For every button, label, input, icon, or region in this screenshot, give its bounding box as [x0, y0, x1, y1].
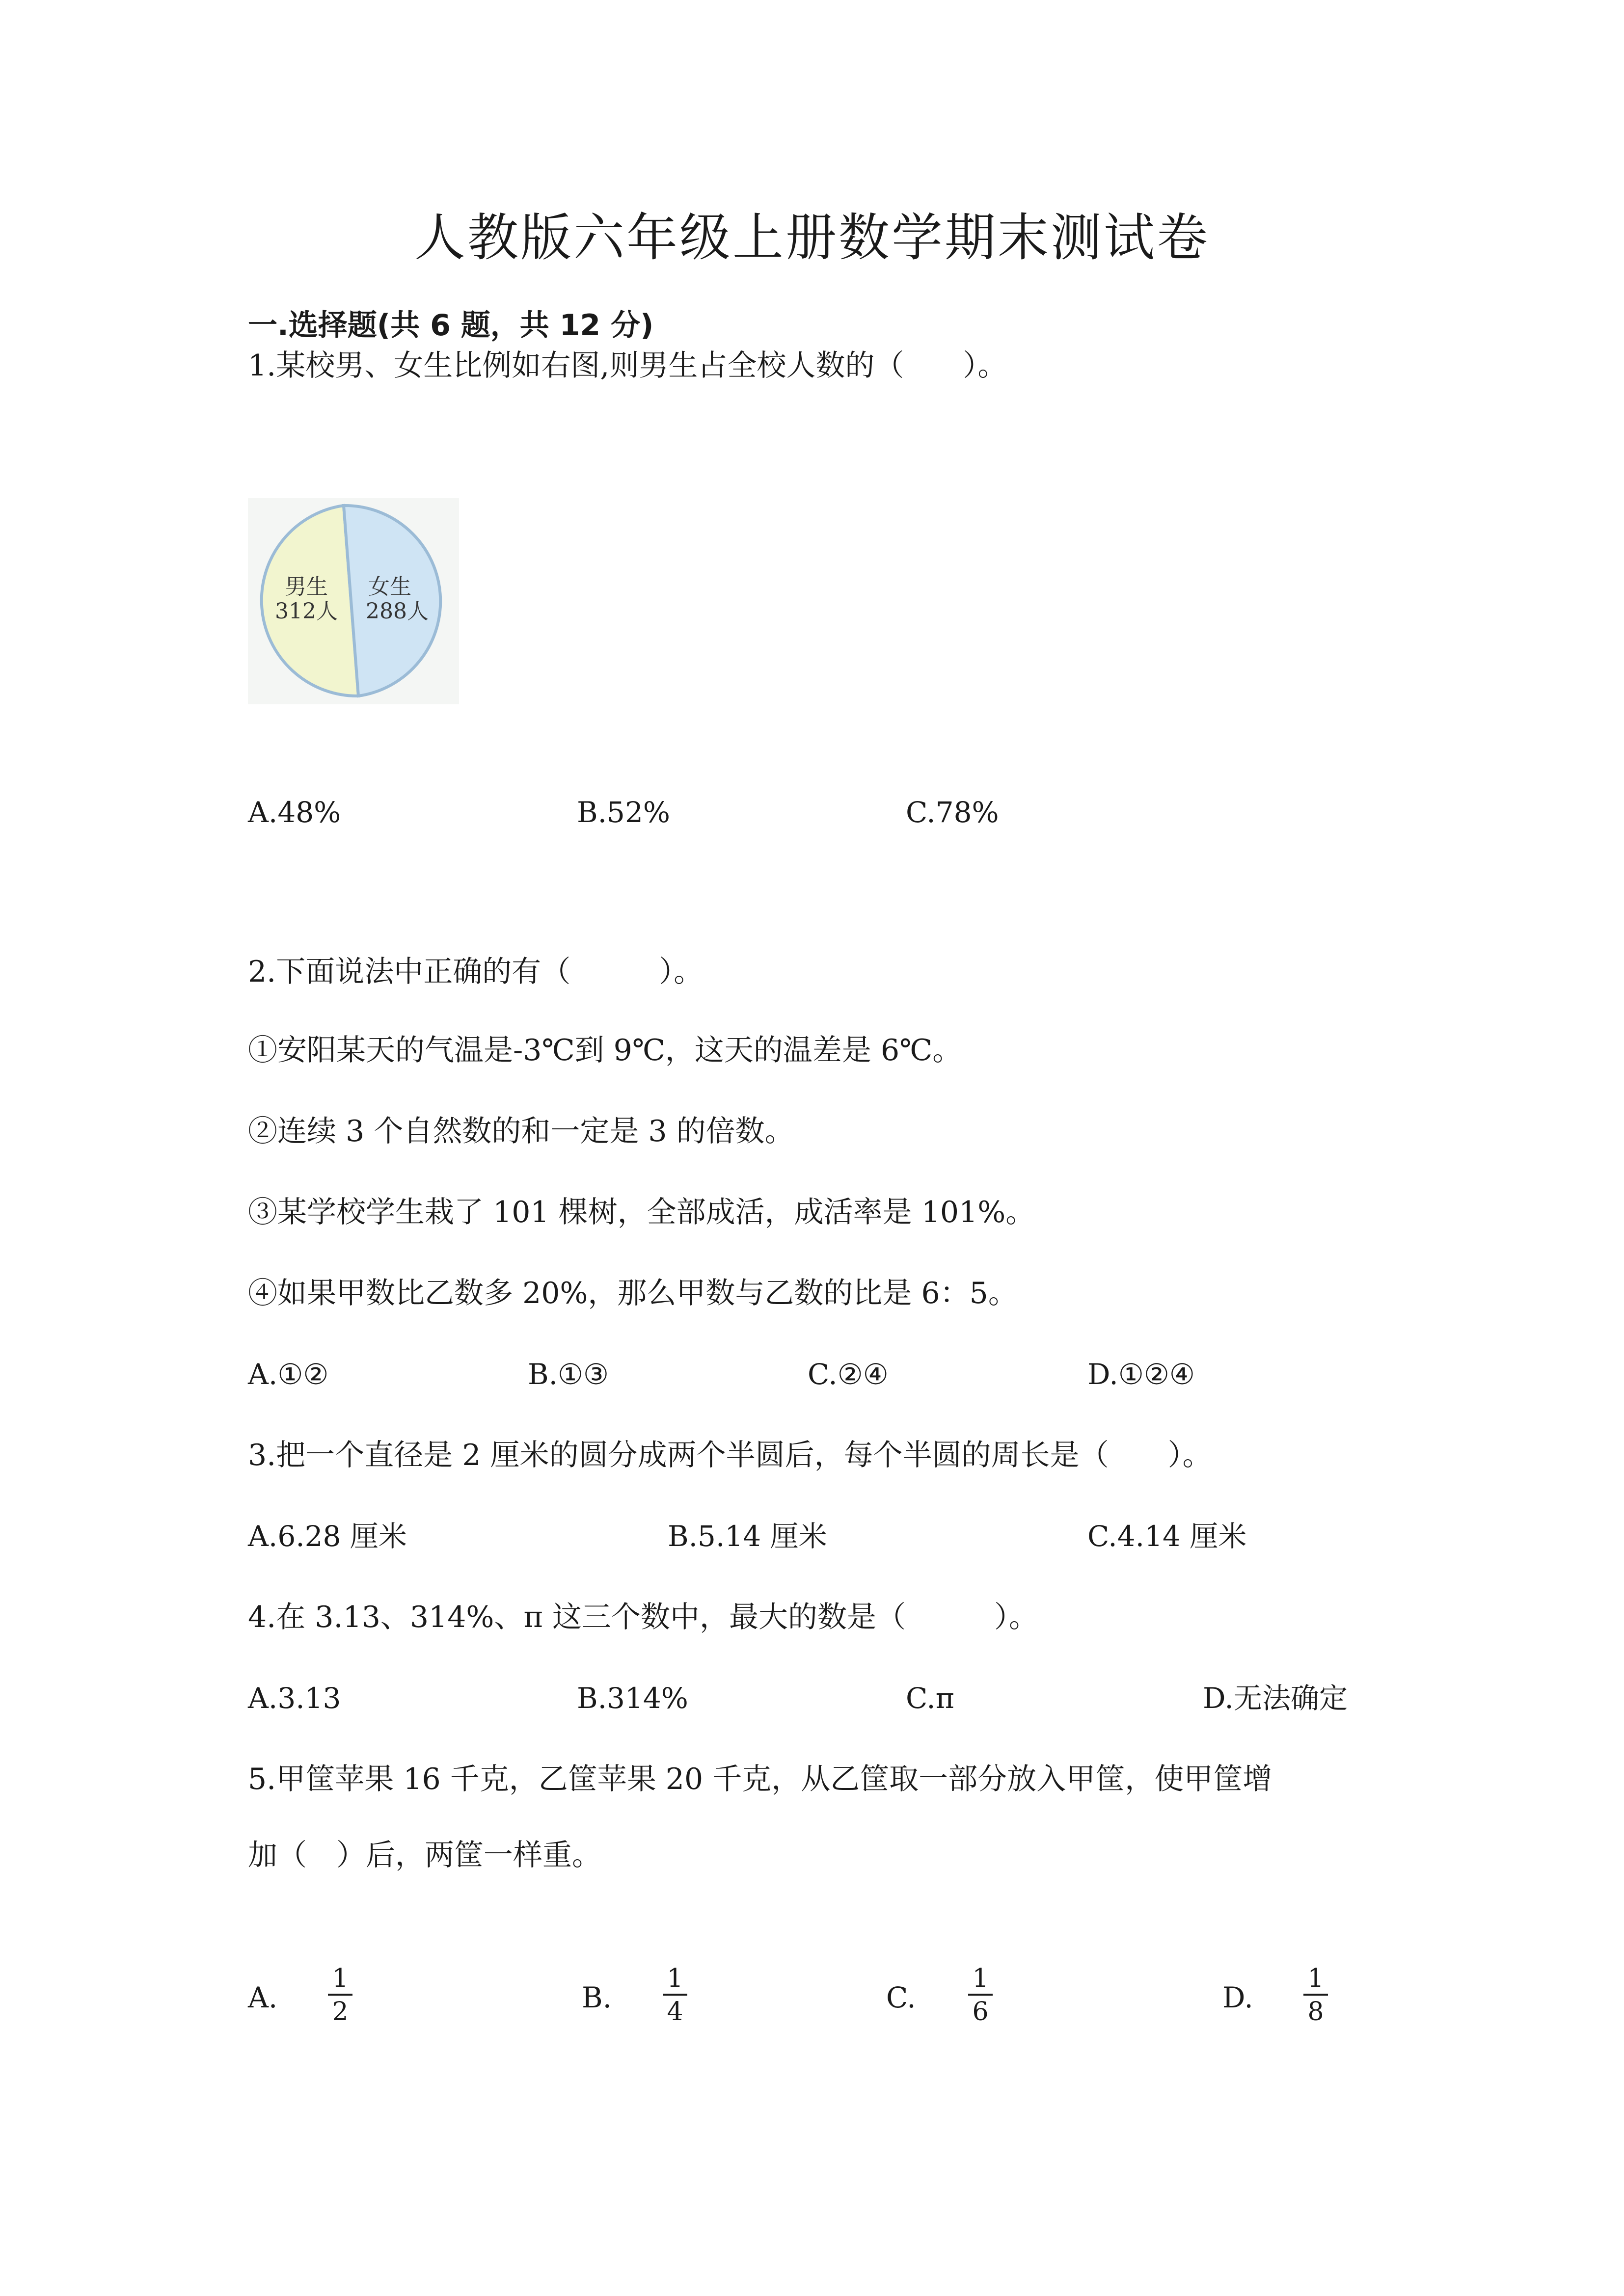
q3-option-b: B.5.14 厘米	[668, 1520, 827, 1553]
q1-option-c: C.78%	[906, 796, 999, 829]
fraction-denominator: 4	[667, 1997, 683, 2027]
question-3-stem: 3.把一个直径是 2 厘米的圆分成两个半圆后，每个半圆的周长是（ ）。	[248, 1438, 1212, 1472]
pie-label-boys: 男生	[285, 574, 328, 599]
q5-option-d-label: D.	[1222, 1981, 1253, 2014]
question-1-stem: 1.某校男、女生比例如右图,则男生占全校人数的（ ）。	[248, 348, 1007, 383]
pie-label-girls: 女生	[368, 574, 411, 599]
q5-option-d-fraction	[1303, 1964, 1328, 2026]
page-title: 人教版六年级上册数学期末测试卷	[414, 208, 1210, 267]
q5-option-b-label: B.	[582, 1981, 612, 2014]
q4-option-a: A.3.13	[248, 1682, 341, 1715]
fraction-numerator: 1	[328, 1964, 352, 1996]
q2-statement-4: ④如果甲数比乙数多 20%，那么甲数与乙数的比是 6：5。	[248, 1276, 1018, 1310]
fraction-denominator: 8	[1307, 1997, 1324, 2027]
fraction-denominator: 6	[972, 1997, 989, 2027]
question-2-stem: 2.下面说法中正确的有（ ）。	[248, 955, 704, 989]
pie-count-boys: 312人	[275, 599, 338, 624]
q1-option-b: B.52%	[577, 796, 670, 829]
q2-option-c: C.②④	[808, 1358, 889, 1391]
q5-option-a-label: A.	[248, 1981, 278, 2014]
pie-count-girls: 288人	[366, 599, 429, 624]
q5-option-c-fraction	[968, 1964, 993, 2026]
question-5-stem-line-2: 加（ ）后，两筐一样重。	[248, 1838, 601, 1872]
q5-option-c-label: C.	[886, 1981, 916, 2014]
fraction-numerator: 1	[968, 1964, 993, 1996]
q2-option-d: D.①②④	[1087, 1358, 1195, 1391]
q5-option-a-fraction	[328, 1964, 352, 2026]
question-4-stem: 4.在 3.13、314%、π 这三个数中，最大的数是（ ）。	[248, 1600, 1038, 1634]
q4-option-d: D.无法确定	[1203, 1682, 1348, 1715]
fraction-numerator: 1	[1303, 1964, 1328, 1996]
q4-option-c: C.π	[906, 1682, 954, 1715]
q2-statement-1: ①安阳某天的气温是-3℃到 9℃，这天的温差是 6℃。	[248, 1033, 962, 1068]
question-5-stem-line-1: 5.甲筐苹果 16 千克，乙筐苹果 20 千克，从乙筐取一部分放入甲筐，使甲筐增	[248, 1762, 1272, 1796]
q2-option-a: A.①②	[248, 1358, 329, 1391]
q3-option-c: C.4.14 厘米	[1087, 1520, 1247, 1553]
q2-statement-3: ③某学校学生栽了 101 棵树，全部成活，成活率是 101%。	[248, 1195, 1035, 1229]
fraction-numerator: 1	[663, 1964, 687, 1996]
q4-option-b: B.314%	[577, 1682, 688, 1715]
q3-option-a: A.6.28 厘米	[248, 1520, 407, 1553]
q2-option-b: B.①③	[528, 1358, 609, 1391]
q1-option-a: A.48%	[248, 796, 341, 829]
section-heading: 一.选择题(共 6 题，共 12 分)	[248, 308, 654, 343]
q2-statement-2: ②连续 3 个自然数的和一定是 3 的倍数。	[248, 1114, 794, 1148]
pie-chart	[248, 498, 459, 704]
fraction-denominator: 2	[332, 1997, 349, 2027]
q5-option-b-fraction	[663, 1964, 687, 2026]
